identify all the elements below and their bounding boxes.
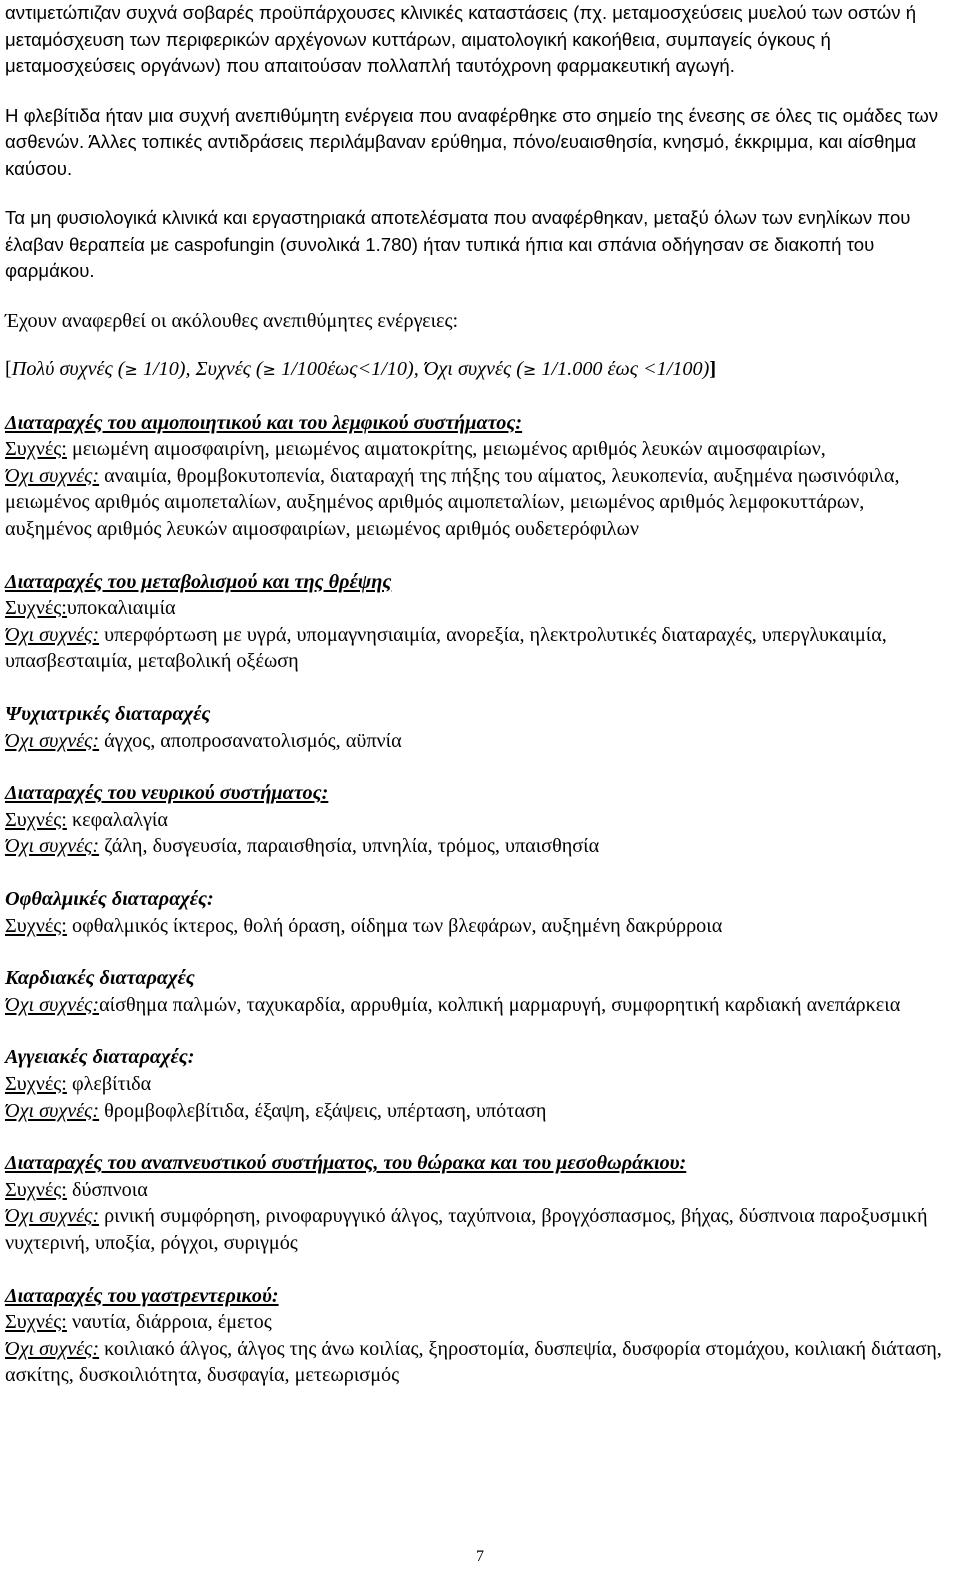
entry-text: κεφαλαλγία: [66, 808, 168, 831]
section-title: Διαταραχές του μεταβολισμού και της θρέψης: [5, 570, 392, 593]
frequency-label: Όχι συχνές:: [5, 729, 100, 752]
greater-equal-symbol: ≥: [262, 360, 277, 380]
section-title: Αγγειακές διαταραχές:: [5, 1046, 195, 1069]
legend-very-common: Πολύ συχνές (: [11, 358, 125, 381]
frequency-label: Συχνές:: [5, 1178, 67, 1201]
section-title: Ψυχιατρικές διαταραχές: [5, 703, 211, 726]
entry-text: υπερφόρτωση με υγρά, υπομαγνησιαιμία, ανορεξία, ηλεκτρολυτικές διαταραχές, υπεργλυκαιμία, υπασβεσταιμία, μεταβολική οξέωση: [5, 623, 887, 673]
frequency-legend: [5, 356, 955, 384]
entry-text: υποκαλιαιμία: [66, 597, 176, 620]
intro-paragraph-2: Η φλεβίτιδα ήταν μια συχνή ανεπιθύμητη ενέργεια που αναφέρθηκε στο σημείο της ένεσης σε όλες τις ομάδες των ασθενών. Άλλες τοπικές αντιδράσεις περιλάμβαναν ερύθημα, πόνο/ευαισθησία, κνησμό, έκκριμμα, και αίσθημα καύσου.: [5, 104, 939, 179]
entry-uncommon: [5, 463, 955, 543]
entry-uncommon: [5, 1203, 955, 1256]
section-title: Καρδιακές διαταραχές: [5, 967, 195, 990]
section-title: Διαταραχές του αναπνευστικού συστήματος, του θώρακα και του μεσοθωράκιου:: [5, 1152, 687, 1175]
section-vascular: [5, 1044, 955, 1124]
frequency-label: Όχι συχνές:: [5, 1337, 100, 1360]
entry-text: κοιλιακό άλγος, άλγος της άνω κοιλίας, ξηροστομία, δυσπεψία, δυσφορία στομάχου, κοιλιακή διάταση, ασκίτης, δυσκοιλιότητα, δυσφαγία, μετεωρισμός: [5, 1337, 942, 1387]
entry-text: ζάλη, δυσγευσία, παραισθησία, υπνηλία, τρόμος, υπαισθησία: [99, 835, 600, 858]
frequency-label: Όχι συχνές:: [5, 1099, 100, 1122]
section-eye: [5, 886, 955, 939]
entry-common: [5, 436, 955, 463]
section-gastrointestinal: [5, 1283, 955, 1389]
entry-uncommon: [5, 1336, 955, 1389]
section-title: Διαταραχές του γαστρεντερικού:: [5, 1284, 279, 1307]
greater-equal-symbol: ≥: [522, 360, 537, 380]
legend-uncommon: Όχι συχνές (: [423, 358, 523, 381]
frequency-label: Συχνές:: [5, 1072, 67, 1095]
section-blood-lymphatic: [5, 410, 955, 543]
greater-equal-symbol: ≥: [124, 360, 138, 380]
intro-paragraph-1: αντιμετώπιζαν συχνά σοβαρές προϋπάρχουσες κλινικές καταστάσεις (πχ. μεταμοσχεύσεις μυελού των οστών ή μεταμόσχευση των περιφερικών αρχέγονων κυττάρων, αιματολογική κακοήθεια, συμπαγείς όγκους ή μεταμοσχεύσεις οργάνων) που απαιτούσαν πολλαπλή ταυτόχρονη φαρμακευτική αγωγή.: [5, 2, 917, 76]
frequency-label: Όχι συχνές:: [5, 464, 100, 487]
section-psychiatric: [5, 701, 955, 754]
legend-common-value: 1/100έως<1/10),: [276, 358, 424, 381]
entry-text: μειωμένη αιμοσφαιρίνη, μειωμένος αιματοκρίτης, μειωμένος αριθμός λευκών αιμοσφαιρίων,: [66, 438, 826, 461]
page-number: 7: [476, 1548, 484, 1565]
entry-text: αίσθημα παλμών, ταχυκαρδία, αρρυθμία, κολπική μαρμαρυγή, συμφορητική καρδιακή ανεπάρκεια: [99, 993, 901, 1016]
entry-common: [5, 595, 955, 622]
intro-paragraph-4: Έχουν αναφερθεί οι ακόλουθες ανεπιθύμητες ενέργειες:: [5, 309, 459, 332]
frequency-label: Όχι συχνές:: [5, 993, 100, 1016]
entry-uncommon: [5, 728, 955, 755]
entry-common: [5, 1177, 955, 1204]
entry-common: [5, 913, 955, 940]
section-title: Διαταραχές του αιμοποιητικού και του λεμφικού συστήματος:: [5, 411, 523, 434]
legend-uncommon-value: 1/1.000 έως <1/100): [536, 358, 710, 381]
entry-uncommon: [5, 992, 955, 1019]
section-title: Διαταραχές του νευρικού συστήματος:: [5, 782, 329, 805]
entry-text: οφθαλμικός ίκτερος, θολή όραση, οίδημα των βλεφάρων, αυξημένη δακρύρροια: [66, 914, 723, 937]
entry-text: αναιμία, θρομβοκυτοπενία, διαταραχή της πήξης του αίματος, λευκοπενία, αυξημένα ηωσινόφιλα, μειωμένος αριθμός αιμοπεταλίων, αυξημένος αριθμός αιμοπεταλίων, μειωμένος αριθμός λεμφοκυττάρων, αυξημένος αριθμός λευκών αιμοσφαιρίων, μειωμένος αριθμός ουδετερόφιλων: [5, 464, 900, 541]
entry-uncommon: [5, 622, 955, 675]
frequency-label: Συχνές:: [5, 438, 67, 461]
frequency-label: Όχι συχνές:: [5, 1205, 100, 1228]
entry-text: ναυτία, διάρροια, έμετος: [66, 1311, 272, 1334]
section-respiratory: [5, 1150, 955, 1256]
section-metabolism-nutrition: [5, 569, 955, 675]
entry-text: φλεβίτιδα: [66, 1072, 152, 1095]
frequency-label: Συχνές:: [5, 808, 67, 831]
frequency-label: Συχνές:: [5, 1311, 67, 1334]
frequency-label: Όχι συχνές:: [5, 623, 100, 646]
entry-text: ρινική συμφόρηση, ρινοφαρυγγικό άλγος, ταχύπνοια, βρογχόσπασμος, βήχας, δύσπνοια παροξυσμική νυχτερινή, υποξία, ρόγχοι, συριγμός: [5, 1205, 928, 1254]
entry-text: δύσπνοια: [66, 1178, 148, 1201]
intro-paragraph-3: Τα μη φυσιολογικά κλινικά και εργαστηριακά αποτελέσματα που αναφέρθηκαν, μεταξύ όλων των ενηλίκων που έλαβαν θεραπεία με caspofungin (συνολικά 1.780) ήταν τυπικά ήπια και σπάνια οδήγησαν σε διακοπή του φαρμάκου.: [5, 207, 911, 281]
legend-very-common-value: 1/10),: [137, 358, 196, 381]
legend-common: Συχνές (: [195, 358, 263, 381]
frequency-label: Συχνές:: [5, 914, 67, 937]
frequency-label: Όχι συχνές:: [5, 835, 100, 858]
entry-uncommon: [5, 1098, 955, 1125]
document-page: [5, 0, 955, 1389]
legend-open-bracket: [: [5, 358, 12, 381]
section-nervous-system: [5, 780, 955, 860]
entry-text: θρομβοφλεβίτιδα, έξαψη, εξάψεις, υπέρταση, υπόταση: [99, 1099, 547, 1122]
legend-close-bracket: ]: [709, 358, 717, 381]
frequency-label: Συχνές:: [5, 597, 67, 620]
entry-uncommon: [5, 833, 955, 860]
section-title: Οφθαλμικές διαταραχές:: [5, 888, 214, 910]
entry-common: [5, 1071, 955, 1098]
section-cardiac: [5, 965, 955, 1018]
entry-common: [5, 807, 955, 834]
entry-common: [5, 1309, 955, 1336]
entry-text: άγχος, αποπροσανατολισμός, αϋπνία: [99, 729, 402, 752]
